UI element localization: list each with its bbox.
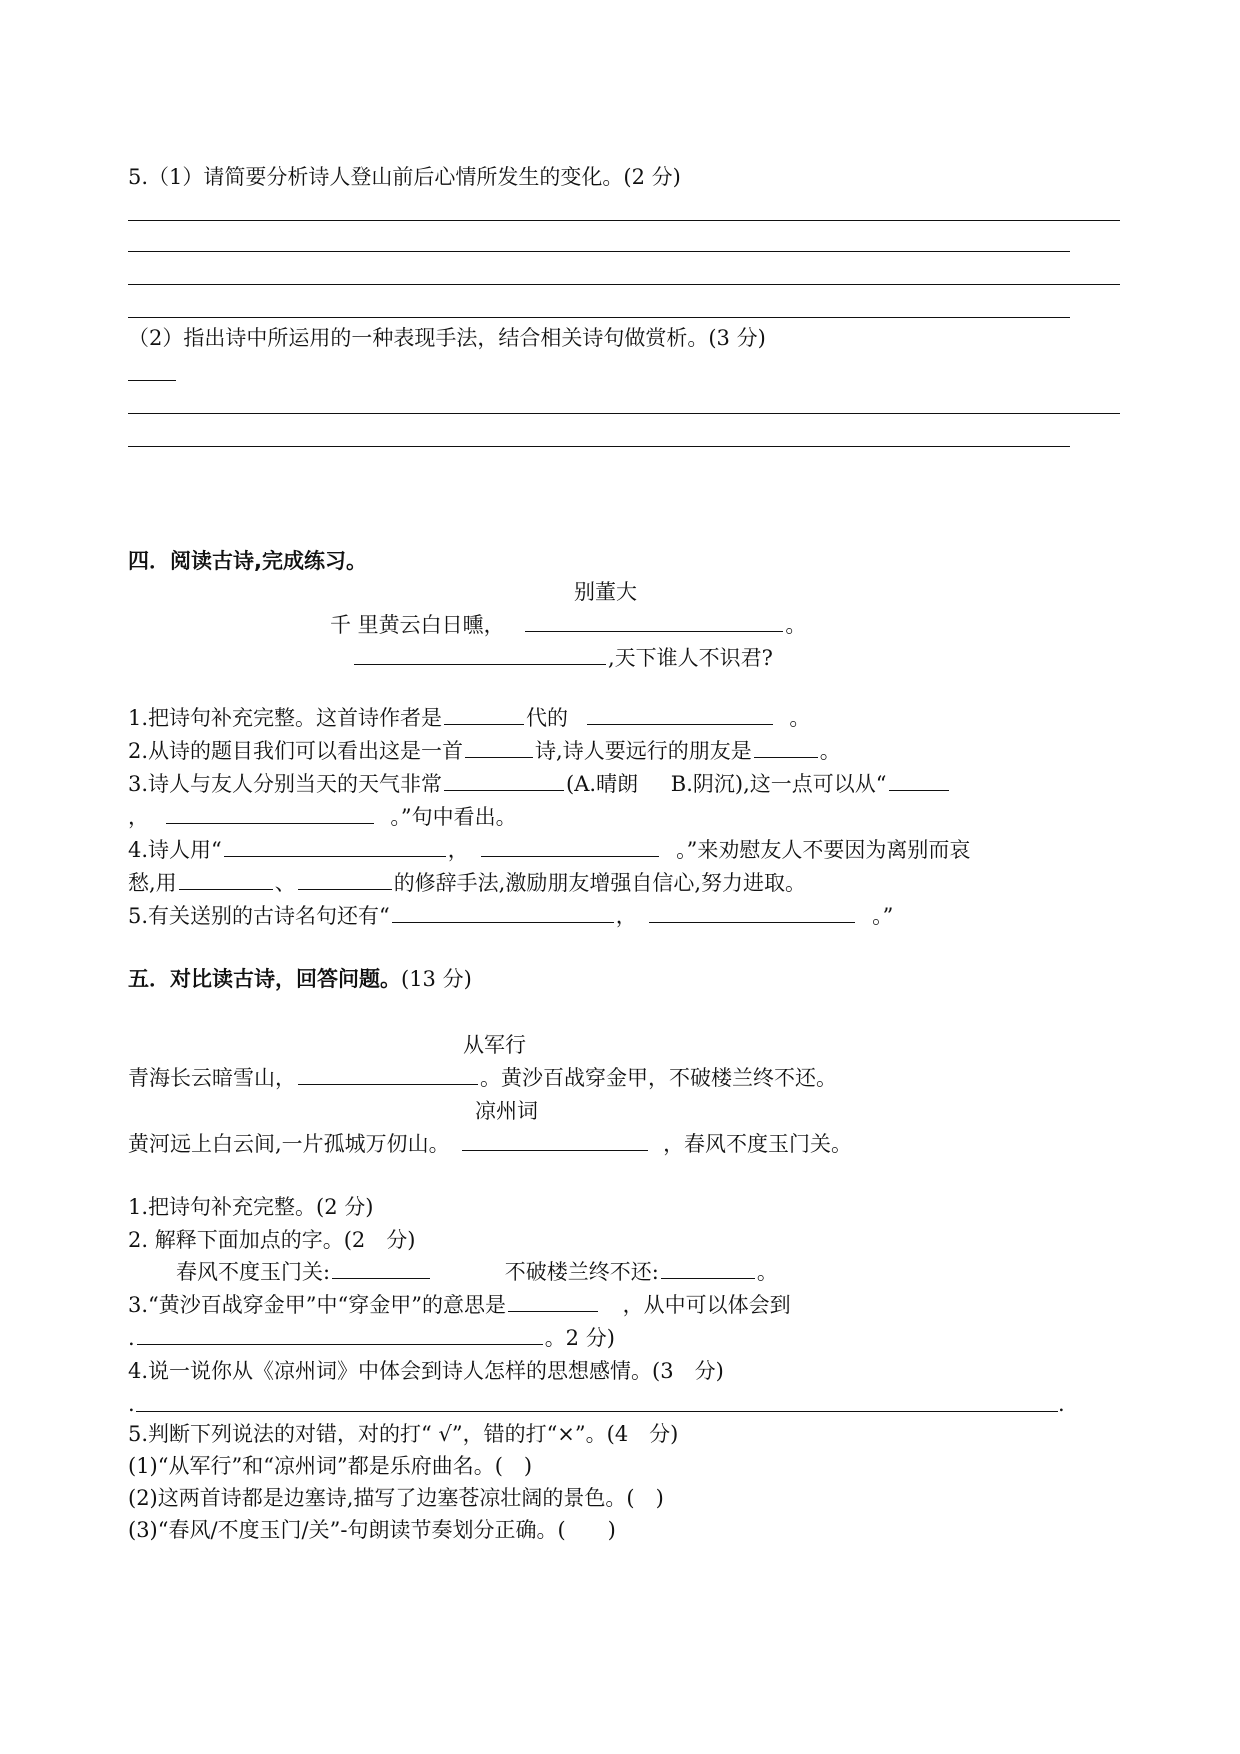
- answer-line[interactable]: [128, 413, 1120, 414]
- heading-score: (13 分): [401, 967, 472, 991]
- blank-fill[interactable]: [508, 1291, 598, 1312]
- section-4-heading: 四．阅读古诗,完成练习。: [128, 549, 367, 573]
- punct: ，: [615, 904, 637, 928]
- answer-line[interactable]: [128, 446, 1070, 447]
- blank-fill[interactable]: [444, 704, 524, 725]
- blank-fill[interactable]: [754, 737, 818, 758]
- question-text: 。2 分): [544, 1326, 615, 1350]
- blank-fill[interactable]: [354, 644, 606, 665]
- blank-fill[interactable]: [392, 902, 614, 923]
- poem1-line: [128, 1064, 837, 1092]
- blank-fill[interactable]: [889, 770, 949, 791]
- s5-question-2: 2. 解释下面加点的字。(2 分): [128, 1228, 416, 1252]
- q5-part2: （2）指出诗中所运用的一种表现手法，结合相关诗句做赏析。(3 分): [128, 326, 766, 350]
- blank-fill[interactable]: [481, 836, 659, 857]
- blank-fill[interactable]: [462, 1130, 648, 1151]
- s5-question-5-item-3: (3)“春风/不度玉门/关”-句朗读节奏划分正确。( ): [128, 1518, 616, 1542]
- poem-title-biedongda: 别董大: [574, 580, 637, 604]
- poem-title-liangzhouci: 凉州词: [475, 1099, 538, 1123]
- s5-question-5-item-1: (1)“从军行”和“凉州词”都是乐府曲名。( ): [128, 1454, 533, 1478]
- s4-question-1: [128, 704, 810, 732]
- poem-text: ,天下谁人不识君?: [608, 646, 773, 670]
- punct: 。: [785, 613, 807, 637]
- option-a: (A.晴朗: [566, 772, 639, 796]
- s5-question-5: 5.判断下列说法的对错，对的打“ √”，错的打“×”。(4 分): [128, 1422, 679, 1446]
- option-b: B.阴沉),这一点可以从“: [670, 772, 887, 796]
- s5-question-4-dot-left: .: [128, 1392, 135, 1416]
- blank-fill[interactable]: [166, 803, 374, 824]
- punct: 。: [819, 739, 841, 763]
- question-text: 诗,诗人要远行的朋友是: [535, 739, 752, 763]
- answer-line[interactable]: [128, 317, 1070, 318]
- question-text: 3.“黄沙百战穿金甲”中“穿金甲”的意思是: [128, 1293, 506, 1317]
- s4-question-5: [128, 902, 893, 930]
- answer-line[interactable]: [128, 251, 1070, 252]
- blank-fill[interactable]: [587, 704, 773, 725]
- question-text: 1.把诗句补充完整。这首诗作者是: [128, 706, 443, 730]
- s4-question-3-cont: [128, 803, 517, 831]
- blank-fill[interactable]: [661, 1258, 755, 1279]
- poem2-line: [128, 1130, 852, 1158]
- question-text: 。”来劝慰友人不要因为离别而哀: [676, 838, 971, 862]
- s5-question-2-items: [176, 1258, 778, 1286]
- blank-fill[interactable]: [137, 1324, 543, 1345]
- question-text: 愁,用: [128, 871, 177, 895]
- s5-question-4: 4.说一说你从《凉州词》中体会到诗人怎样的思想感情。(3 分): [128, 1359, 724, 1383]
- answer-line[interactable]: [136, 1411, 1058, 1412]
- blank-fill[interactable]: [649, 902, 855, 923]
- blank-fill[interactable]: [465, 737, 533, 758]
- s4-question-2: [128, 737, 841, 765]
- blank-fill[interactable]: [224, 836, 446, 857]
- blank-fill[interactable]: [444, 770, 564, 791]
- s4-question-3: [128, 770, 951, 798]
- s5-question-4-dot-right: .: [1058, 1392, 1065, 1416]
- s4-question-4-cont: [128, 869, 806, 897]
- s5-question-5-item-2: (2)这两首诗都是边塞诗,描写了边塞苍凉壮阔的景色。( ): [128, 1486, 664, 1510]
- blank-fill[interactable]: [179, 869, 273, 890]
- poem-line-1: [330, 611, 806, 639]
- blank-fill[interactable]: [298, 869, 392, 890]
- question-text: 4.诗人用“: [128, 838, 222, 862]
- punct: 。”: [872, 904, 894, 928]
- s5-question-3-cont: [128, 1324, 615, 1352]
- s4-question-4: [128, 836, 970, 864]
- s5-question-1: 1.把诗句补充完整。(2 分): [128, 1195, 374, 1219]
- question-text: 代的: [526, 706, 569, 730]
- poem-text: 黄河远上白云间,一片孤城万仞山。: [128, 1132, 450, 1156]
- poem-text: 千 里黄云白日曛，: [330, 613, 505, 637]
- item-text: 不破楼兰终不还:: [504, 1260, 659, 1284]
- question-text: 的修辞手法,激励朋友增强自信心,努力进取。: [393, 871, 807, 895]
- punct: .: [128, 1326, 135, 1350]
- question-text: 2.从诗的题目我们可以看出这是一首: [128, 739, 464, 763]
- heading-text: 五．对比读古诗，回答问题。: [128, 967, 401, 991]
- blank-fill[interactable]: [332, 1258, 430, 1279]
- punct: 。: [789, 706, 811, 730]
- poem-text: 青海长云暗雪山，: [128, 1066, 296, 1090]
- poem-text: 。黄沙百战穿金甲，不破楼兰终不还。: [480, 1066, 837, 1090]
- s5-question-3: [128, 1291, 791, 1319]
- poem-line-2: [352, 644, 773, 672]
- item-text: 春风不度玉门关:: [176, 1260, 331, 1284]
- punct: ，: [128, 805, 149, 829]
- question-text: 。”句中看出。: [390, 805, 517, 829]
- blank-fill[interactable]: [298, 1064, 478, 1085]
- poem-title-congjunxing: 从军行: [463, 1033, 526, 1057]
- answer-line-short[interactable]: [128, 380, 176, 381]
- question-text: 3.诗人与友人分别当天的天气非常: [128, 772, 443, 796]
- question-text: 5.有关送别的古诗名句还有“: [128, 904, 390, 928]
- section-5-heading: [128, 965, 472, 993]
- answer-line[interactable]: [128, 220, 1120, 221]
- question-text: ，从中可以体会到: [622, 1293, 791, 1317]
- q5-part1: 5.（1）请简要分析诗人登山前后心情所发生的变化。(2 分): [128, 165, 681, 189]
- punct: ，: [447, 838, 469, 862]
- punct: 、: [274, 871, 296, 895]
- punct: 。: [756, 1260, 778, 1284]
- blank-fill[interactable]: [525, 611, 783, 632]
- answer-line[interactable]: [128, 284, 1120, 285]
- poem-text: ，春风不度玉门关。: [663, 1132, 853, 1156]
